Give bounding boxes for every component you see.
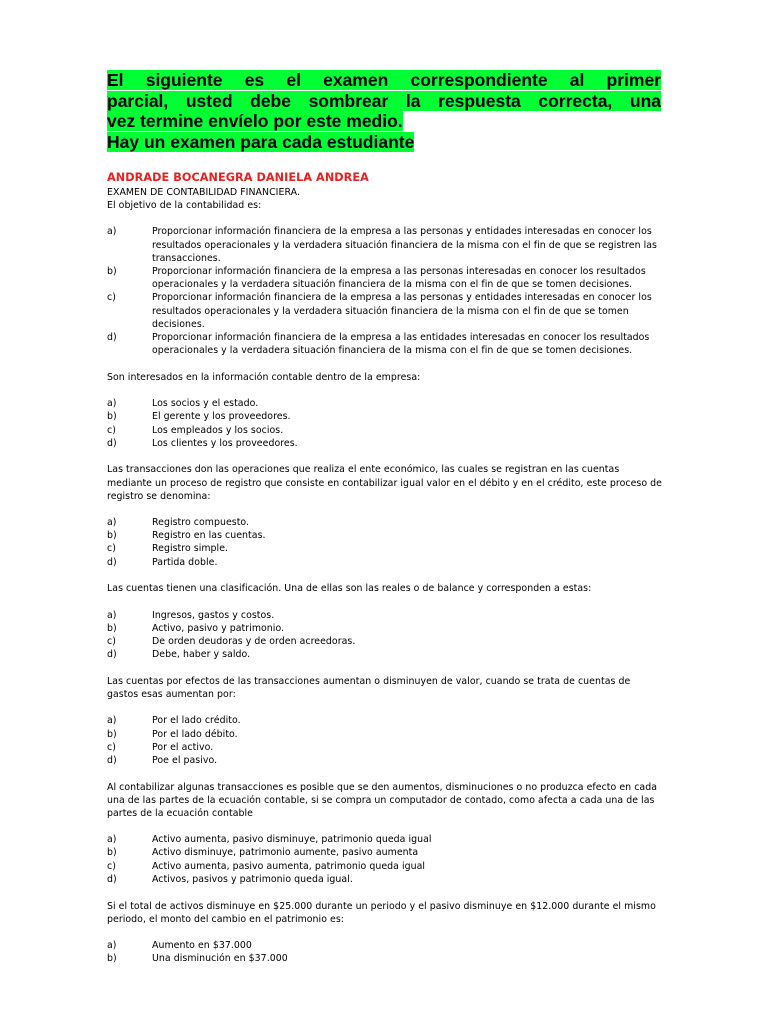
option-text: Los socios y el estado. xyxy=(152,398,259,410)
questions-list xyxy=(107,199,662,965)
option-text: Ingresos, gastos y costos. xyxy=(152,609,275,621)
banner-line-2 xyxy=(107,91,661,112)
option-text: Partida doble. xyxy=(152,556,218,568)
answer-option-c[interactable] xyxy=(107,860,662,873)
banner-line-4 xyxy=(107,132,661,153)
answer-option-a[interactable] xyxy=(107,516,662,529)
option-label: a) xyxy=(107,715,117,727)
option-label: b) xyxy=(107,622,117,634)
banner-line-4-text: Hay un examen para cada estudiante xyxy=(107,132,415,153)
option-label: a) xyxy=(107,609,117,621)
spacer xyxy=(107,886,662,900)
answer-option-b[interactable] xyxy=(107,529,662,542)
answer-option-c[interactable] xyxy=(107,291,662,331)
option-text: Por el lado crédito. xyxy=(152,715,241,727)
spacer xyxy=(107,384,662,397)
answer-option-b[interactable] xyxy=(107,265,662,291)
option-label: b) xyxy=(107,953,117,965)
option-text: El gerente y los proveedores. xyxy=(152,411,291,423)
answer-option-c[interactable] xyxy=(107,741,662,754)
spacer xyxy=(107,569,662,583)
answer-option-a[interactable] xyxy=(107,397,662,410)
question-text: Son interesados en la información contable dentro de la empresa: xyxy=(107,371,421,383)
banner-line-2-text: parcial, usted debe sombrear la respuesta correcta, una xyxy=(107,90,661,111)
question-5 xyxy=(107,661,662,767)
answer-option-d[interactable] xyxy=(107,331,662,357)
answer-option-a[interactable] xyxy=(107,939,662,952)
option-text: Por el lado débito. xyxy=(152,728,238,740)
spacer xyxy=(107,450,662,464)
option-label: d) xyxy=(107,649,117,661)
question-text: Las cuentas por efectos de las transacciones aumentan o disminuyen de valor, cuando se trata de cuentas de gastos esas aumentan por: xyxy=(107,675,631,701)
question-2 xyxy=(107,357,662,450)
option-label: a) xyxy=(107,939,117,951)
banner-line-3-text: vez termine envíelo por este medio. xyxy=(107,111,403,132)
answer-option-a[interactable] xyxy=(107,714,662,727)
answer-option-b[interactable] xyxy=(107,846,662,859)
spacer xyxy=(107,357,662,371)
answer-option-b[interactable] xyxy=(107,728,662,741)
option-text: Una disminución en $37.000 xyxy=(152,953,288,965)
option-text: Proporcionar información financiera de la empresa a las personas y entidades interesadas en conocer los resultados operacionales y la verdadera situación financiera de la misma con el fin de que se registren las transacciones. xyxy=(152,226,657,264)
question-4 xyxy=(107,569,662,662)
option-label: a) xyxy=(107,834,117,846)
option-text: Proporcionar información financiera de la empresa a las personas y entidades interesadas en conocer los resultados operacionales y la verdadera situación financiera de la misma con el fin de que se tomen decisiones. xyxy=(152,292,652,330)
option-label: d) xyxy=(107,437,117,449)
option-text: Por el activo. xyxy=(152,741,214,753)
answer-option-d[interactable] xyxy=(107,437,662,450)
option-text: Los clientes y los proveedores. xyxy=(152,437,298,449)
answer-option-c[interactable] xyxy=(107,635,662,648)
option-label: c) xyxy=(107,292,116,304)
option-label: a) xyxy=(107,398,117,410)
question-6 xyxy=(107,767,662,886)
answer-options xyxy=(107,939,662,965)
option-label: b) xyxy=(107,728,117,740)
question-text: Las cuentas tienen una clasificación. Una de ellas son las reales o de balance y corresponden a estas: xyxy=(107,583,592,595)
answer-option-c[interactable] xyxy=(107,424,662,437)
option-text: Activos, pasivos y patrimonio queda igual. xyxy=(152,873,353,885)
answer-options xyxy=(107,397,662,450)
option-text: Poe el pasivo. xyxy=(152,754,218,766)
option-text: Activo aumenta, pasivo disminuye, patrimonio queda igual xyxy=(152,834,432,846)
option-label: c) xyxy=(107,860,116,872)
banner-line-3 xyxy=(107,111,661,132)
answer-option-d[interactable] xyxy=(107,873,662,886)
spacer xyxy=(107,503,662,516)
option-label: d) xyxy=(107,332,117,344)
answer-option-b[interactable] xyxy=(107,952,662,965)
instructions-banner xyxy=(107,70,661,153)
option-text: Proporcionar información financiera de la empresa a las personas interesadas en conocer los resultados operacionales y la verdadera situación financiera de la misma con el fin de que se tomen decisiones. xyxy=(152,266,646,291)
option-label: b) xyxy=(107,530,117,542)
spacer xyxy=(107,820,662,833)
question-1 xyxy=(107,199,662,357)
option-text: Registro compuesto. xyxy=(152,517,250,529)
spacer xyxy=(107,212,662,225)
option-label: a) xyxy=(107,517,117,529)
exam-title: EXAMEN DE CONTABILIDAD FINANCIERA. xyxy=(107,187,300,198)
spacer xyxy=(107,596,662,609)
answer-option-d[interactable] xyxy=(107,556,662,569)
question-text: Las transacciones don las operaciones que realiza el ente económico, las cuales se registran en las cuentas mediante un proceso de registro que consiste en contabilizar igual valor en el débito y en el crédito, este proceso de registro se denomina: xyxy=(107,464,662,502)
option-label: b) xyxy=(107,411,117,423)
answer-option-b[interactable] xyxy=(107,622,662,635)
option-label: c) xyxy=(107,741,116,753)
answer-options xyxy=(107,516,662,569)
question-text: Al contabilizar algunas transacciones es posible que se den aumentos, disminuciones o no produzca efecto en cada una de las partes de la ecuación contable, si se compra un computador de contado, como afecta a cada una de las partes de la ecuación contable xyxy=(107,781,657,820)
option-text: Aumento en $37.000 xyxy=(152,939,252,951)
option-text: Registro simple. xyxy=(152,543,229,555)
option-label: c) xyxy=(107,543,116,555)
answer-options xyxy=(107,714,662,767)
option-text: Activo, pasivo y patrimonio. xyxy=(152,622,285,634)
answer-option-b[interactable] xyxy=(107,410,662,423)
spacer xyxy=(107,767,662,781)
option-label: c) xyxy=(107,635,116,647)
option-text: De orden deudoras y de orden acreedoras. xyxy=(152,635,356,647)
option-text: Debe, haber y saldo. xyxy=(152,649,251,661)
option-label: a) xyxy=(107,226,117,238)
option-text: Activo disminuye, patrimonio aumente, pasivo aumenta xyxy=(152,847,419,859)
student-name: ANDRADE BOCANEGRA DANIELA ANDREA xyxy=(107,171,369,184)
option-text: Los empleados y los socios. xyxy=(152,424,284,436)
answer-option-c[interactable] xyxy=(107,542,662,555)
option-label: d) xyxy=(107,556,117,568)
answer-option-a[interactable] xyxy=(107,609,662,622)
question-3 xyxy=(107,450,662,569)
option-label: b) xyxy=(107,266,117,278)
answer-option-a[interactable] xyxy=(107,225,662,265)
option-text: Activo aumenta, pasivo aumenta, patrimonio queda igual xyxy=(152,860,426,872)
answer-option-d[interactable] xyxy=(107,754,662,767)
option-label: d) xyxy=(107,873,117,885)
answer-option-d[interactable] xyxy=(107,648,662,661)
spacer xyxy=(107,661,662,675)
banner-line-1 xyxy=(107,70,661,91)
answer-options xyxy=(107,609,662,662)
question-text: El objetivo de la contabilidad es: xyxy=(107,200,262,212)
option-label: b) xyxy=(107,847,117,859)
spacer xyxy=(107,701,662,714)
answer-options xyxy=(107,833,662,886)
option-text: Proporcionar información financiera de la empresa a las entidades interesadas en conocer los resultados operacionales y la verdadera situación financiera de la misma con el fin de que se tomen decisiones. xyxy=(152,332,650,357)
banner-line-1-text: El siguiente es el examen correspondiente al primer xyxy=(107,70,661,90)
exam-body xyxy=(107,186,662,965)
option-label: d) xyxy=(107,754,117,766)
question-text: Si el total de activos disminuye en $25.000 durante un periodo y el pasivo disminuye en $12.000 durante el mismo periodo, el monto del cambio en el patrimonio es: xyxy=(107,900,656,925)
spacer xyxy=(107,926,662,939)
answer-options xyxy=(107,225,662,357)
option-text: Registro en las cuentas. xyxy=(152,530,266,542)
question-7 xyxy=(107,886,662,965)
answer-option-a[interactable] xyxy=(107,833,662,846)
option-label: c) xyxy=(107,424,116,436)
